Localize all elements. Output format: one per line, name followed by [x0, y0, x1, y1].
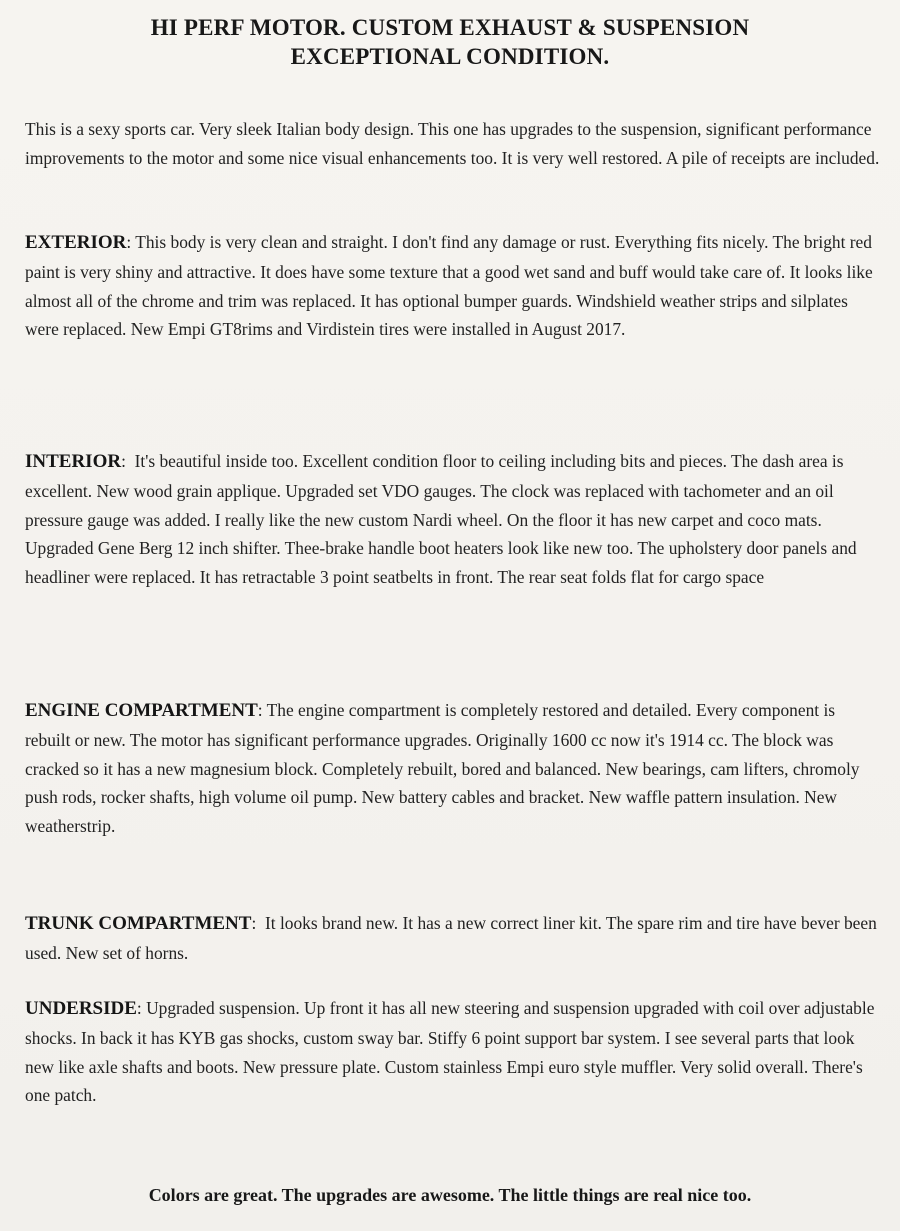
section-heading: EXTERIOR: [25, 232, 127, 253]
section-heading: TRUNK COMPARTMENT: [25, 913, 252, 934]
heading-colon: :: [121, 451, 135, 471]
section-exterior: [25, 228, 880, 344]
section-text: This body is very clean and straight. I don't find any damage or rust. Everything fits nicely. The bright red paint is very shiny and attractive. It does have some texture that a good wet sand and buff would take care of. It looks like almost all of the chrome and trim was replaced. It has optional bumper guards. Windshield weather strips and silplates were replaced. New Empi GT8rims and Virdistein tires were installed in August 2017.: [25, 232, 873, 340]
heading-colon: :: [251, 913, 265, 933]
section-underside: [25, 994, 880, 1110]
heading-colon: :: [126, 232, 136, 252]
section-text: Upgraded suspension. Up front it has all new steering and suspension upgraded with coil over adjustable shocks. In back it has KYB gas shocks, custom sway bar. Stiffy 6 point support bar system. I see several parts that look new like axle shafts and boots. New pressure plate. Custom stainless Empi euro style muffler. Very solid overall. There's one patch.: [25, 998, 875, 1106]
heading-colon: :: [136, 998, 147, 1018]
section-engine-compartment: [25, 696, 880, 841]
section-text: It's beautiful inside too. Excellent condition floor to ceiling including bits and pieces. The dash area is excellent. New wood grain applique. Upgraded set VDO gauges. The clock was replaced with tachometer and an oil pressure gauge was added. I really like the new custom Nardi wheel. On the floor it has new carpet and coco mats. Upgraded Gene Berg 12 inch shifter. Thee-brake handle boot heaters look like new too. The upholstery door panels and headliner were replaced. It has retractable 3 point seatbelts in front. The rear seat folds flat for cargo space: [25, 451, 857, 588]
heading-colon: :: [257, 700, 267, 720]
section-heading: UNDERSIDE: [25, 998, 137, 1019]
closing-statement: Colors are great. The upgrades are awesome. The little things are real nice too.: [148, 1185, 752, 1205]
headline-line-1: HI PERF MOTOR. CUSTOM EXHAUST & SUSPENSION: [150, 15, 750, 40]
section-interior: [25, 447, 880, 592]
section-text: The engine compartment is completely restored and detailed. Every component is rebuilt or new. The motor has significant performance upgrades. Originally 1600 cc now it's 1914 cc. The block was cracked so it has a new magnesium block. Completely rebuilt, bored and balanced. New bearings, cam lifters, chromoly push rods, rocker shafts, high volume oil pump. New battery cables and bracket. New waffle pattern insulation. New weatherstrip.: [25, 700, 860, 837]
section-trunk-compartment: [25, 909, 880, 968]
section-heading: ENGINE COMPARTMENT: [25, 700, 258, 721]
intro-paragraph: This is a sexy sports car. Very sleek Italian body design. This one has upgrades to the suspension, significant performance improvements to the motor and some nice visual enhancements too. It is very well restored. A pile of receipts are included.: [25, 119, 880, 168]
section-text: It looks brand new. It has a new correct liner kit. The spare rim and tire have bever been used. New set of horns.: [25, 913, 877, 963]
section-heading: INTERIOR: [25, 451, 122, 472]
headline-line-2: EXCEPTIONAL CONDITION.: [290, 44, 610, 69]
